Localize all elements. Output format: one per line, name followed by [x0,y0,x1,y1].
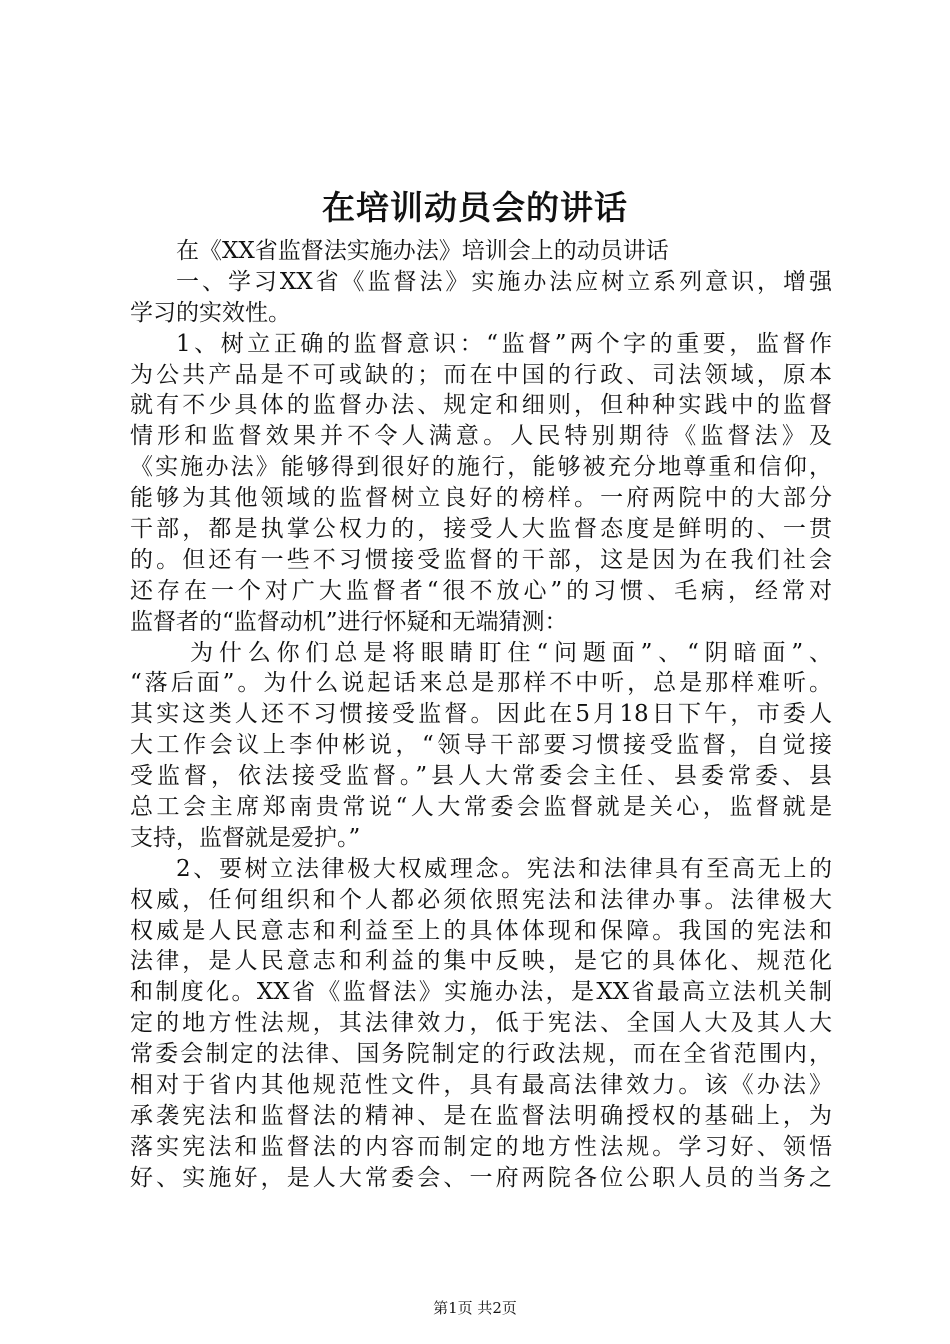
text-line: 总工会主席郑南贵常说“人大常委会监督就是关心，监督就是 [130,794,832,821]
text-line: 为什么你们总是将眼睛盯住“问题面”、“阴暗面”、 [190,639,832,666]
text-line: 一、学习XX省《监督法》实施办法应树立系列意识，增强 [176,268,832,295]
text-line: 在《XX省监督法实施办法》培训会上的动员讲话 [176,238,669,264]
text-line: 2、要树立法律极大权威理念。宪法和法律具有至高无上的 [176,855,832,882]
text-line: 常委会制定的法律、国务院制定的行政法规，而在全省范围内， [130,1041,832,1068]
text-line: 的。但还有一些不习惯接受监督的干部，这是因为在我们社会 [130,546,832,573]
text-line: 就有不少具体的监督办法、规定和细则，但种种实践中的监督 [130,392,832,419]
text-line: 监督者的“监督动机”进行怀疑和无端猜测： [130,608,568,635]
text-line: 情形和监督效果并不令人满意。人民特别期待《监督法》及 [130,423,832,450]
page-footer: 第1页 共2页 [433,1299,517,1317]
text-line: 大工作会议上李仲彬说，“领导干部要习惯接受监督，自觉接 [130,732,832,759]
text-line: 1、树立正确的监督意识：“监督”两个字的重要，监督作 [176,330,832,357]
text-line: 能够为其他领域的监督树立良好的榜样。一府两院中的大部分 [130,485,832,512]
text-line: 法律，是人民意志和利益的集中反映，是它的具体化、规范化 [130,948,832,975]
text-line: 好、实施好，是人大常委会、一府两院各位公职人员的当务之 [130,1164,832,1191]
text-line: 学习的实效性。 [130,299,291,326]
text-line: 《实施办法》能够得到很好的施行，能够被充分地尊重和信仰， [130,454,832,481]
text-line: 定的地方性法规，其法律效力，低于宪法、全国人大及其人大 [130,1010,832,1037]
text-line: 支持，监督就是爱护。” [130,824,361,851]
text-line: 还存在一个对广大监督者“很不放心”的习惯、毛病，经常对 [130,577,832,604]
text-line: 和制度化。XX省《监督法》实施办法，是XX省最高立法机关制 [130,979,832,1006]
text-line: 受监督，依法接受监督。”县人大常委会主任、县委常委、县 [130,763,832,790]
text-line: 其实这类人还不习惯接受监督。因此在5月18日下午，市委人 [130,701,832,728]
text-line: 权威，任何组织和个人都必须依照宪法和法律办事。法律极大 [130,886,832,913]
text-line: 权威是人民意志和利益至上的具体体现和保障。我国的宪法和 [130,917,832,944]
text-line: 落实宪法和监督法的内容而制定的地方性法规。学习好、领悟 [130,1133,832,1160]
document-title: 在培训动员会的讲话 [322,188,628,227]
text-line: 干部，都是执掌公权力的，接受人大监督态度是鲜明的、一贯 [130,516,832,543]
text-line: “落后面”。为什么说起话来总是那样不中听，总是那样难听。 [130,670,832,697]
text-line: 相对于省内其他规范性文件，具有最高法律效力。该《办法》 [130,1072,832,1099]
text-line: 承袭宪法和监督法的精神、是在监督法明确授权的基础上，为 [130,1102,832,1129]
document-body [130,236,832,1194]
text-line: 为公共产品是不可或缺的；而在中国的行政、司法领域，原本 [130,361,832,388]
